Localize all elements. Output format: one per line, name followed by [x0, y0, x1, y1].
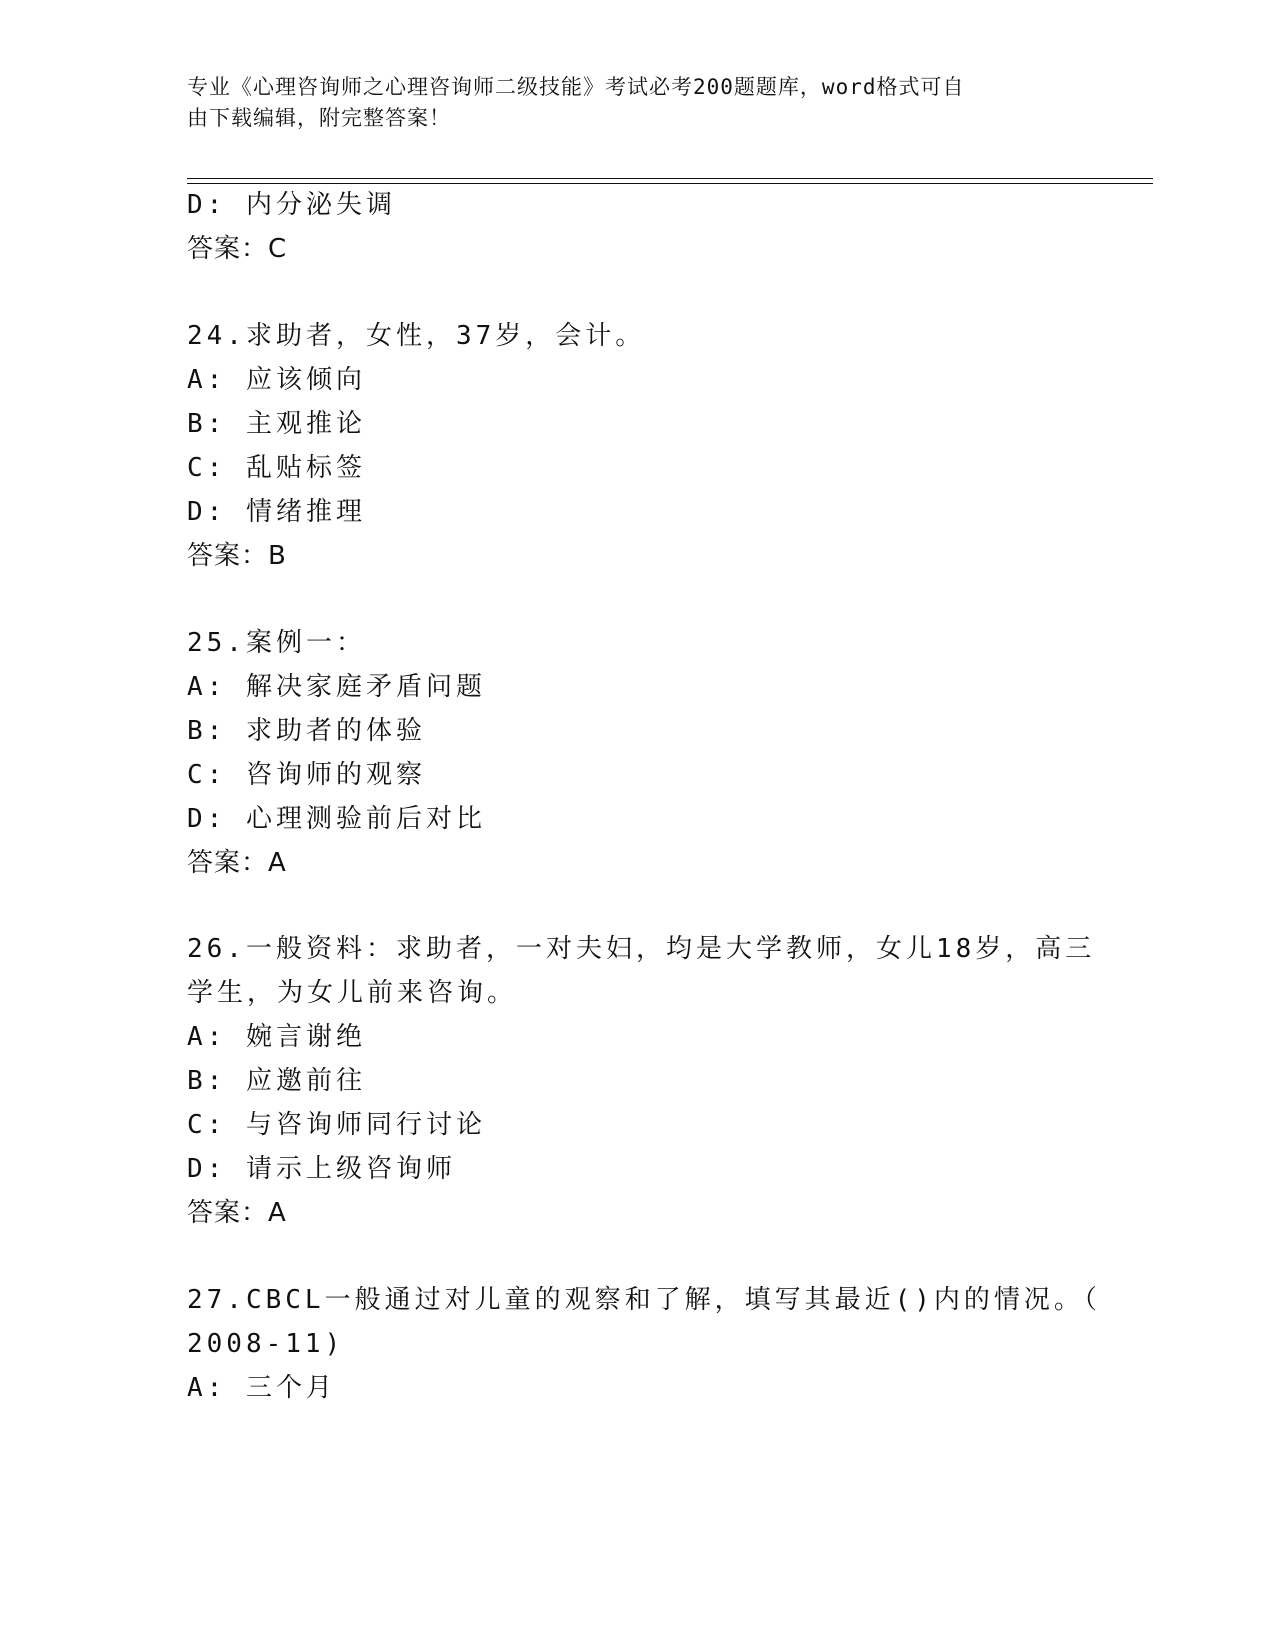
option-b-q24: B: 主观推论 [187, 409, 366, 439]
option-d-q25: D: 心理测验前后对比 [187, 804, 486, 834]
option-c-q24: C: 乱贴标签 [187, 453, 366, 483]
option-d-q24: D: 情绪推理 [187, 497, 366, 527]
question-24: 24.求助者，女性，37岁，会计。 [187, 321, 646, 351]
question-27-line-2: 2008-11) [187, 1329, 345, 1359]
answer-q25: 答案：A [187, 848, 287, 878]
header-line-1: 专业《心理咨询师之心理咨询师二级技能》考试必考200题题库，word格式可自 [187, 75, 965, 99]
option-a-q27: A: 三个月 [187, 1373, 336, 1403]
question-26-line-2: 学生，为女儿前来咨询。 [187, 978, 518, 1008]
option-b-q25: B: 求助者的体验 [187, 716, 426, 746]
option-a-q24: A: 应该倾向 [187, 365, 366, 395]
answer-q26: 答案：A [187, 1198, 287, 1228]
document-header [187, 72, 1067, 134]
option-a-q25: A: 解决家庭矛盾问题 [187, 672, 486, 702]
answer-q24: 答案：B [187, 541, 287, 571]
option-c-q26: C: 与咨询师同行讨论 [187, 1110, 486, 1140]
option-d-q23: D: 内分泌失调 [187, 190, 396, 220]
header-line-2: 由下载编辑，附完整答案！ [187, 106, 451, 130]
header-rule-bottom [187, 183, 1153, 184]
header-rule-top [187, 178, 1153, 179]
question-26-line-1: 26.一般资料：求助者，一对夫妇，均是大学教师，女儿18岁，高三 [187, 934, 1096, 964]
option-d-q26: D: 请示上级咨询师 [187, 1154, 456, 1184]
question-25: 25.案例一： [187, 628, 366, 658]
option-c-q25: C: 咨询师的观察 [187, 760, 426, 790]
question-27-line-1: 27.CBCL一般通过对儿童的观察和了解，填写其最近()内的情况。（ [187, 1285, 1101, 1315]
option-a-q26: A: 婉言谢绝 [187, 1022, 366, 1052]
answer-q23: 答案：C [187, 234, 288, 264]
option-b-q26: B: 应邀前往 [187, 1066, 366, 1096]
